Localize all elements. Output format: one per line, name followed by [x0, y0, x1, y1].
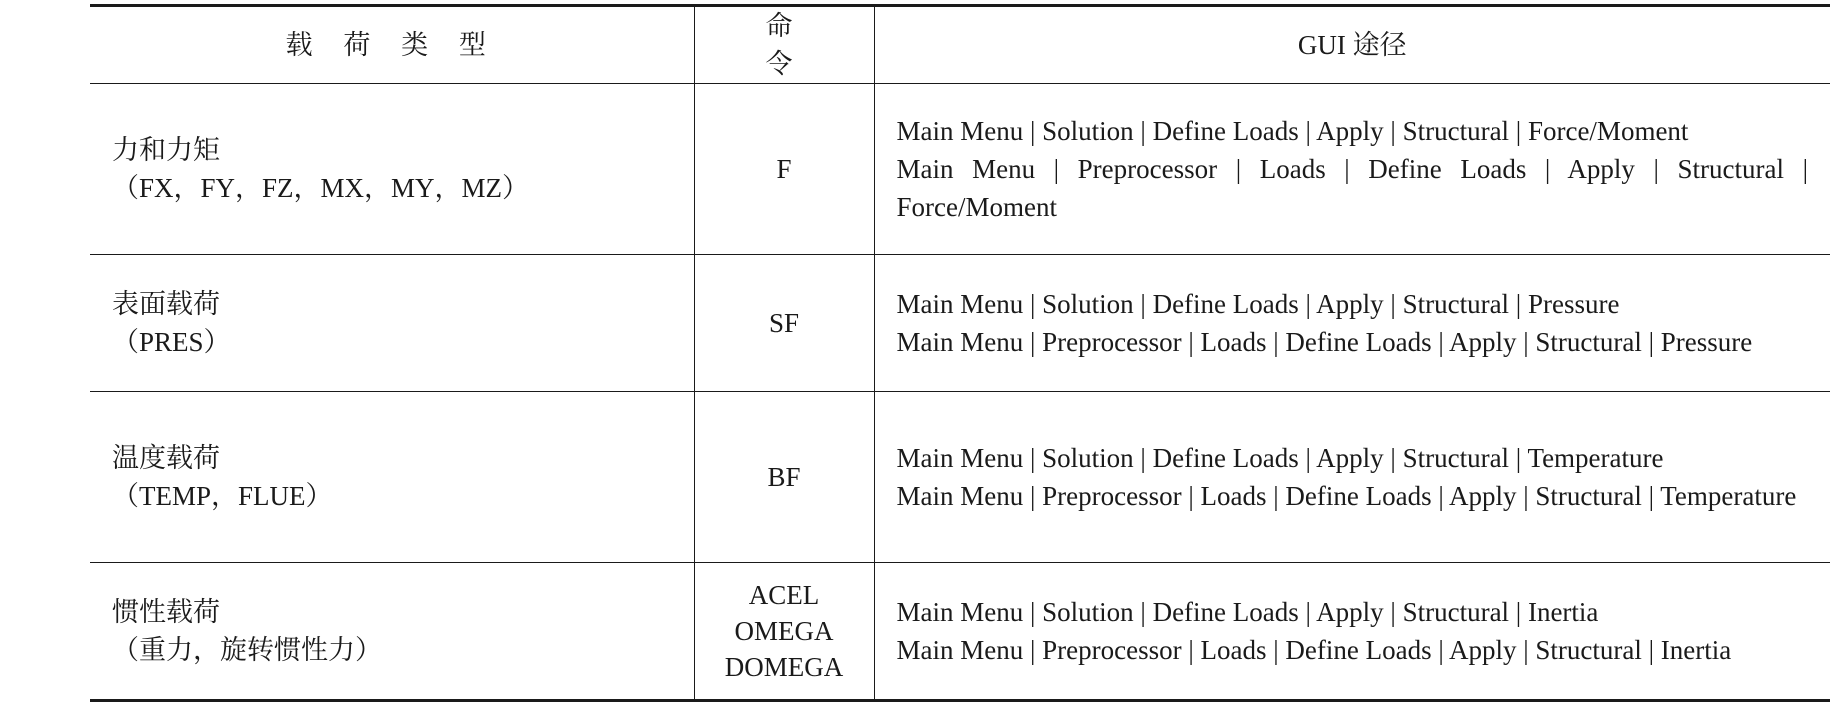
- gui-path-solution: Main Menu | Solution | Define Loads | Apply | Structural | Inertia: [896, 597, 1599, 627]
- gui-path-preprocessor: Main Menu | Preprocessor | Loads | Define Loads | Apply | Structural | Force/Moment: [896, 154, 1808, 222]
- table-row: [90, 84, 1830, 255]
- gui-path-cell: [874, 392, 1830, 563]
- command-text: DOMEGA: [724, 652, 844, 682]
- load-type-name: 表面载荷: [112, 289, 220, 319]
- table-header-row: [90, 6, 1830, 84]
- header-load-type: 载 荷 类 型: [90, 6, 694, 84]
- table-row: [90, 255, 1830, 392]
- command-cell: [694, 392, 874, 563]
- load-type-cell: [90, 84, 694, 255]
- gui-path-cell: [874, 84, 1830, 255]
- command-text: F: [776, 154, 792, 184]
- gui-path-preprocessor: Main Menu | Preprocessor | Loads | Define Loads | Apply | Structural | Inertia: [896, 635, 1732, 665]
- gui-path-preprocessor: Main Menu | Preprocessor | Loads | Define Loads | Apply | Structural | Temperature: [896, 481, 1797, 511]
- load-type-table: [90, 4, 1830, 702]
- header-gui-path: GUI 途径: [874, 6, 1830, 84]
- gui-path-preprocessor: Main Menu | Preprocessor | Loads | Define Loads | Apply | Structural | Pressure: [896, 327, 1753, 357]
- load-type-name: 温度载荷: [112, 443, 220, 473]
- gui-path-solution: Main Menu | Solution | Define Loads | Apply | Structural | Pressure: [896, 289, 1620, 319]
- gui-path-cell: [874, 563, 1830, 701]
- load-type-detail: （TEMP，FLUE）: [112, 481, 333, 511]
- command-text: SF: [768, 308, 800, 338]
- command-cell: [694, 84, 874, 255]
- command-cell: [694, 563, 874, 701]
- load-type-detail: （重力，旋转惯性力）: [112, 635, 382, 665]
- load-type-name: 力和力矩: [112, 135, 220, 165]
- table-row: [90, 392, 1830, 563]
- gui-path-solution: Main Menu | Solution | Define Loads | Apply | Structural | Force/Moment: [896, 116, 1689, 146]
- command-text: OMEGA: [734, 616, 834, 646]
- table-row: [90, 563, 1830, 701]
- command-text: ACEL: [748, 580, 820, 610]
- gui-path-solution: Main Menu | Solution | Define Loads | Apply | Structural | Temperature: [896, 443, 1664, 473]
- gui-path-cell: [874, 255, 1830, 392]
- header-command: 命 令: [694, 6, 874, 84]
- load-type-cell: [90, 255, 694, 392]
- load-type-cell: [90, 392, 694, 563]
- load-type-detail: （FX，FY，FZ，MX，MY，MZ）: [112, 173, 530, 203]
- load-type-name: 惯性载荷: [112, 597, 220, 627]
- load-type-detail: （PRES）: [112, 327, 231, 357]
- command-text: BF: [767, 462, 801, 492]
- load-type-cell: [90, 563, 694, 701]
- command-cell: [694, 255, 874, 392]
